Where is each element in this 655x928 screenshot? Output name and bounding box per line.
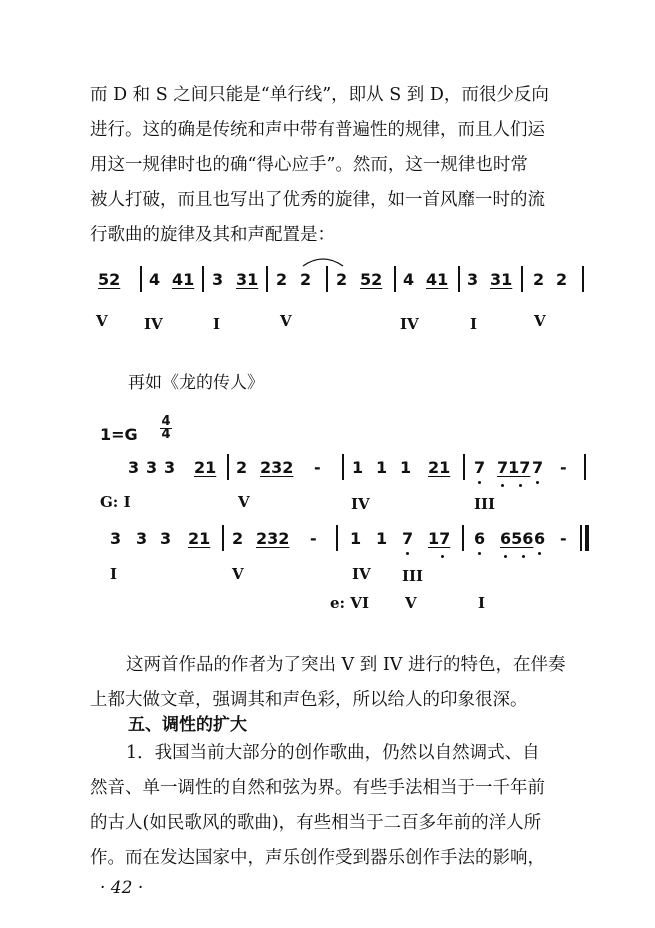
note: 717 <box>497 458 531 477</box>
chord-label: III <box>474 495 496 513</box>
barline <box>584 454 586 480</box>
chord-label: V <box>232 565 244 583</box>
note: 232 <box>260 458 294 477</box>
barline <box>326 266 328 292</box>
note: 52 <box>98 270 121 289</box>
note: 656 <box>500 529 534 548</box>
low-dot <box>406 552 409 555</box>
text-line: 1．我国当前大部分的创作歌曲，仍然以自然调式、自 <box>126 743 540 763</box>
barline <box>462 525 464 551</box>
barline <box>202 266 204 292</box>
text-line: 的古人(如民歌风的歌曲)，有些相当于二百多年前的洋人所 <box>90 813 542 833</box>
chord-label: IV <box>400 315 419 333</box>
note: 21 <box>188 529 211 548</box>
barline <box>463 454 465 480</box>
note: 7 <box>474 458 486 477</box>
note: 3 <box>146 458 158 477</box>
paragraph-3 <box>90 736 590 876</box>
note: 2 <box>336 270 348 289</box>
note: 2 <box>556 270 568 289</box>
chord-label: I <box>213 315 221 333</box>
text-line: 作。而在发达国家中，声乐创作受到器乐创作手法的影响， <box>90 848 545 868</box>
score-2-line-1 <box>0 458 655 498</box>
example-intro: 再如《龙的传人》 <box>128 373 264 393</box>
paragraph-1 <box>90 78 590 253</box>
low-dot <box>538 552 541 555</box>
barline <box>394 266 396 292</box>
note: 21 <box>428 458 451 477</box>
note: 2 <box>533 270 545 289</box>
note: 7 <box>532 458 544 477</box>
text-line: 上都大做文章，强调其和声色彩，所以给人的印象很深。 <box>90 690 528 710</box>
barline <box>222 525 224 551</box>
final-barline-thin <box>580 525 582 551</box>
barline <box>227 454 229 480</box>
note: 6 <box>534 529 546 548</box>
note: 3 <box>128 458 140 477</box>
barline <box>140 266 142 292</box>
note: 52 <box>360 270 383 289</box>
final-barline-thick <box>585 525 589 551</box>
note: 2 <box>300 270 312 289</box>
chord-label: IV <box>352 565 371 583</box>
note: - <box>314 458 321 477</box>
note: 3 <box>467 270 479 289</box>
low-dot <box>478 552 481 555</box>
note: 41 <box>172 270 195 289</box>
chord-label: V <box>96 312 108 330</box>
note: 31 <box>490 270 513 289</box>
barline <box>342 454 344 480</box>
note: - <box>310 529 317 548</box>
barline <box>458 266 460 292</box>
note: 1 <box>376 529 388 548</box>
note: - <box>560 458 567 477</box>
note: 1 <box>352 458 364 477</box>
score-1 <box>0 270 655 340</box>
chord-label: V <box>280 312 292 330</box>
chord-label: III <box>402 567 424 585</box>
note: 17 <box>428 529 451 548</box>
text-line: 行歌曲的旋律及其和声配置是： <box>90 225 335 245</box>
key-signature: 1=G <box>100 425 138 444</box>
time-sig-top: 4 <box>161 414 171 429</box>
note: 7 <box>402 529 414 548</box>
chord-label: V <box>534 312 546 330</box>
note: 3 <box>160 529 172 548</box>
barline <box>336 525 338 551</box>
note: 2 <box>232 529 244 548</box>
chord-label: IV <box>351 495 370 513</box>
chord-label: I <box>478 594 486 612</box>
note: 3 <box>212 270 224 289</box>
chord-label: I <box>470 315 478 333</box>
note: - <box>560 529 567 548</box>
chord-label: G: I <box>100 493 131 511</box>
barline <box>582 266 584 292</box>
text-line: 这两首作品的作者为了突出 V 到 IV 进行的特色，在伴奏 <box>126 655 566 675</box>
chord-label: V <box>238 493 250 511</box>
text-line: 进行。这的确是传统和声中带有普遍性的规律，而且人们运 <box>90 120 545 140</box>
note: 1 <box>400 458 412 477</box>
low-dot <box>522 555 525 558</box>
low-dot <box>504 555 507 558</box>
note: 2 <box>276 270 288 289</box>
note: 232 <box>256 529 290 548</box>
barline <box>521 266 523 292</box>
low-dot <box>478 481 481 484</box>
low-dot <box>501 484 504 487</box>
low-dot <box>519 484 522 487</box>
note: 3 <box>110 529 122 548</box>
note: 4 <box>403 270 415 289</box>
note: 4 <box>149 270 161 289</box>
paragraph-2 <box>90 648 590 718</box>
low-dot <box>441 555 444 558</box>
text-line: 而 D 和 S 之间只能是“单行线”，即从 S 到 D，而很少反向 <box>90 85 549 105</box>
section-heading: 五、调性的扩大 <box>128 715 247 735</box>
note: 1 <box>350 529 362 548</box>
barline <box>266 266 268 292</box>
page-number: · 42 · <box>100 878 144 898</box>
chord-label: I <box>110 565 118 583</box>
note: 21 <box>194 458 217 477</box>
note: 31 <box>236 270 259 289</box>
note: 2 <box>236 458 248 477</box>
text-line: 被人打破，而且也写出了优秀的旋律，如一首风靡一时的流 <box>90 190 545 210</box>
text-line: 用这一规律时也的确“得心应手”。然而，这一规律也时常 <box>90 155 528 175</box>
time-signature <box>160 416 172 441</box>
note: 3 <box>164 458 176 477</box>
chord-label: V <box>405 594 417 612</box>
text-line: 然音、单一调性的自然和弦为界。有些手法相当于一千年前 <box>90 778 545 798</box>
note: 3 <box>136 529 148 548</box>
note: 41 <box>426 270 449 289</box>
time-sig-bottom: 4 <box>161 427 171 442</box>
tie-arc <box>300 254 346 268</box>
chord-label: e: VI <box>330 594 369 612</box>
low-dot <box>536 481 539 484</box>
score-2-line-2 <box>0 529 655 569</box>
note: 6 <box>474 529 486 548</box>
note: 1 <box>376 458 388 477</box>
chord-label: IV <box>144 315 163 333</box>
